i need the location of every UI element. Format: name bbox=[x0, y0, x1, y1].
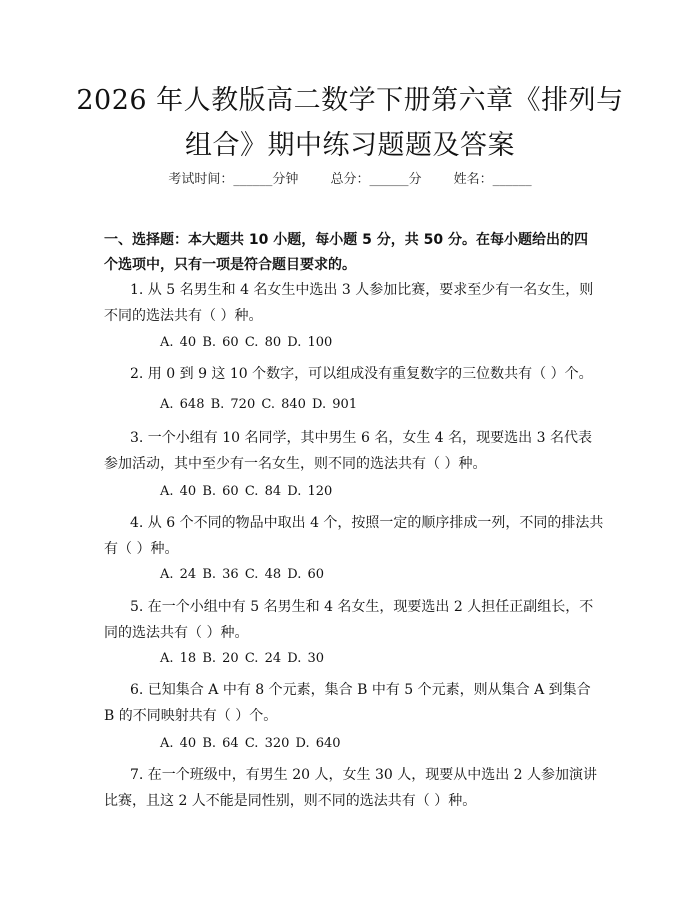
section-heading: 一、选择题：本大题共 10 小题，每小题 5 分，共 50 分。在每小题给出的四个选项中，只有一项是符合题目要求的。 bbox=[104, 232, 588, 273]
question-3-options: A. 40 B. 60 C. 84 D. 120 bbox=[160, 484, 333, 499]
question-1-options: A. 40 B. 60 C. 80 D. 100 bbox=[160, 335, 333, 350]
title-line-2: 组合》期中练习题题及答案 bbox=[185, 130, 515, 161]
question-4-options: A. 24 B. 36 C. 48 D. 60 bbox=[160, 567, 325, 582]
student-name: 姓名：______ bbox=[453, 172, 532, 187]
question-6: 6. 已知集合 A 中有 8 个元素，集合 B 中有 5 个元素，则从集合 A 到集合 B 的不同映射共有（ ）个。 bbox=[104, 682, 591, 724]
exam-meta bbox=[0, 168, 700, 187]
question-5-options: A. 18 B. 20 C. 24 D. 30 bbox=[160, 651, 325, 666]
question-6-options: A. 40 B. 64 C. 320 D. 640 bbox=[160, 736, 341, 751]
total-score: 总分：______分 bbox=[330, 172, 422, 187]
question-7: 7. 在一个班级中，有男生 20 人，女生 30 人，现要从中选出 2 人参加演讲比赛，且这 2 人不能是同性别，则不同的选法共有（ ）种。 bbox=[104, 767, 598, 809]
question-1: 1. 从 5 名男生和 4 名女生中选出 3 人参加比赛，要求至少有一名女生，则不同的选法共有（ ）种。 bbox=[104, 282, 594, 324]
document-title bbox=[40, 78, 660, 168]
question-4: 4. 从 6 个不同的物品中取出 4 个，按照一定的顺序排成一列，不同的排法共有（ ）种。 bbox=[104, 515, 604, 557]
question-2: 2. 用 0 到 9 这 10 个数字，可以组成没有重复数字的三位数共有（ ）个。 bbox=[130, 366, 593, 382]
question-5: 5. 在一个小组中有 5 名男生和 4 名女生，现要选出 2 人担任正副组长，不同的选法共有（ ）种。 bbox=[104, 599, 594, 641]
question-3: 3. 一个小组有 10 名同学，其中男生 6 名，女生 4 名，现要选出 3 名代表参加活动，其中至少有一名女生，则不同的选法共有（ ）种。 bbox=[104, 430, 592, 472]
title-line-1: 2026 年人教版高二数学下册第六章《排列与 bbox=[76, 85, 624, 116]
question-2-options: A. 648 B. 720 C. 840 D. 901 bbox=[160, 397, 358, 412]
exam-time: 考试时间：______分钟 bbox=[168, 172, 299, 187]
